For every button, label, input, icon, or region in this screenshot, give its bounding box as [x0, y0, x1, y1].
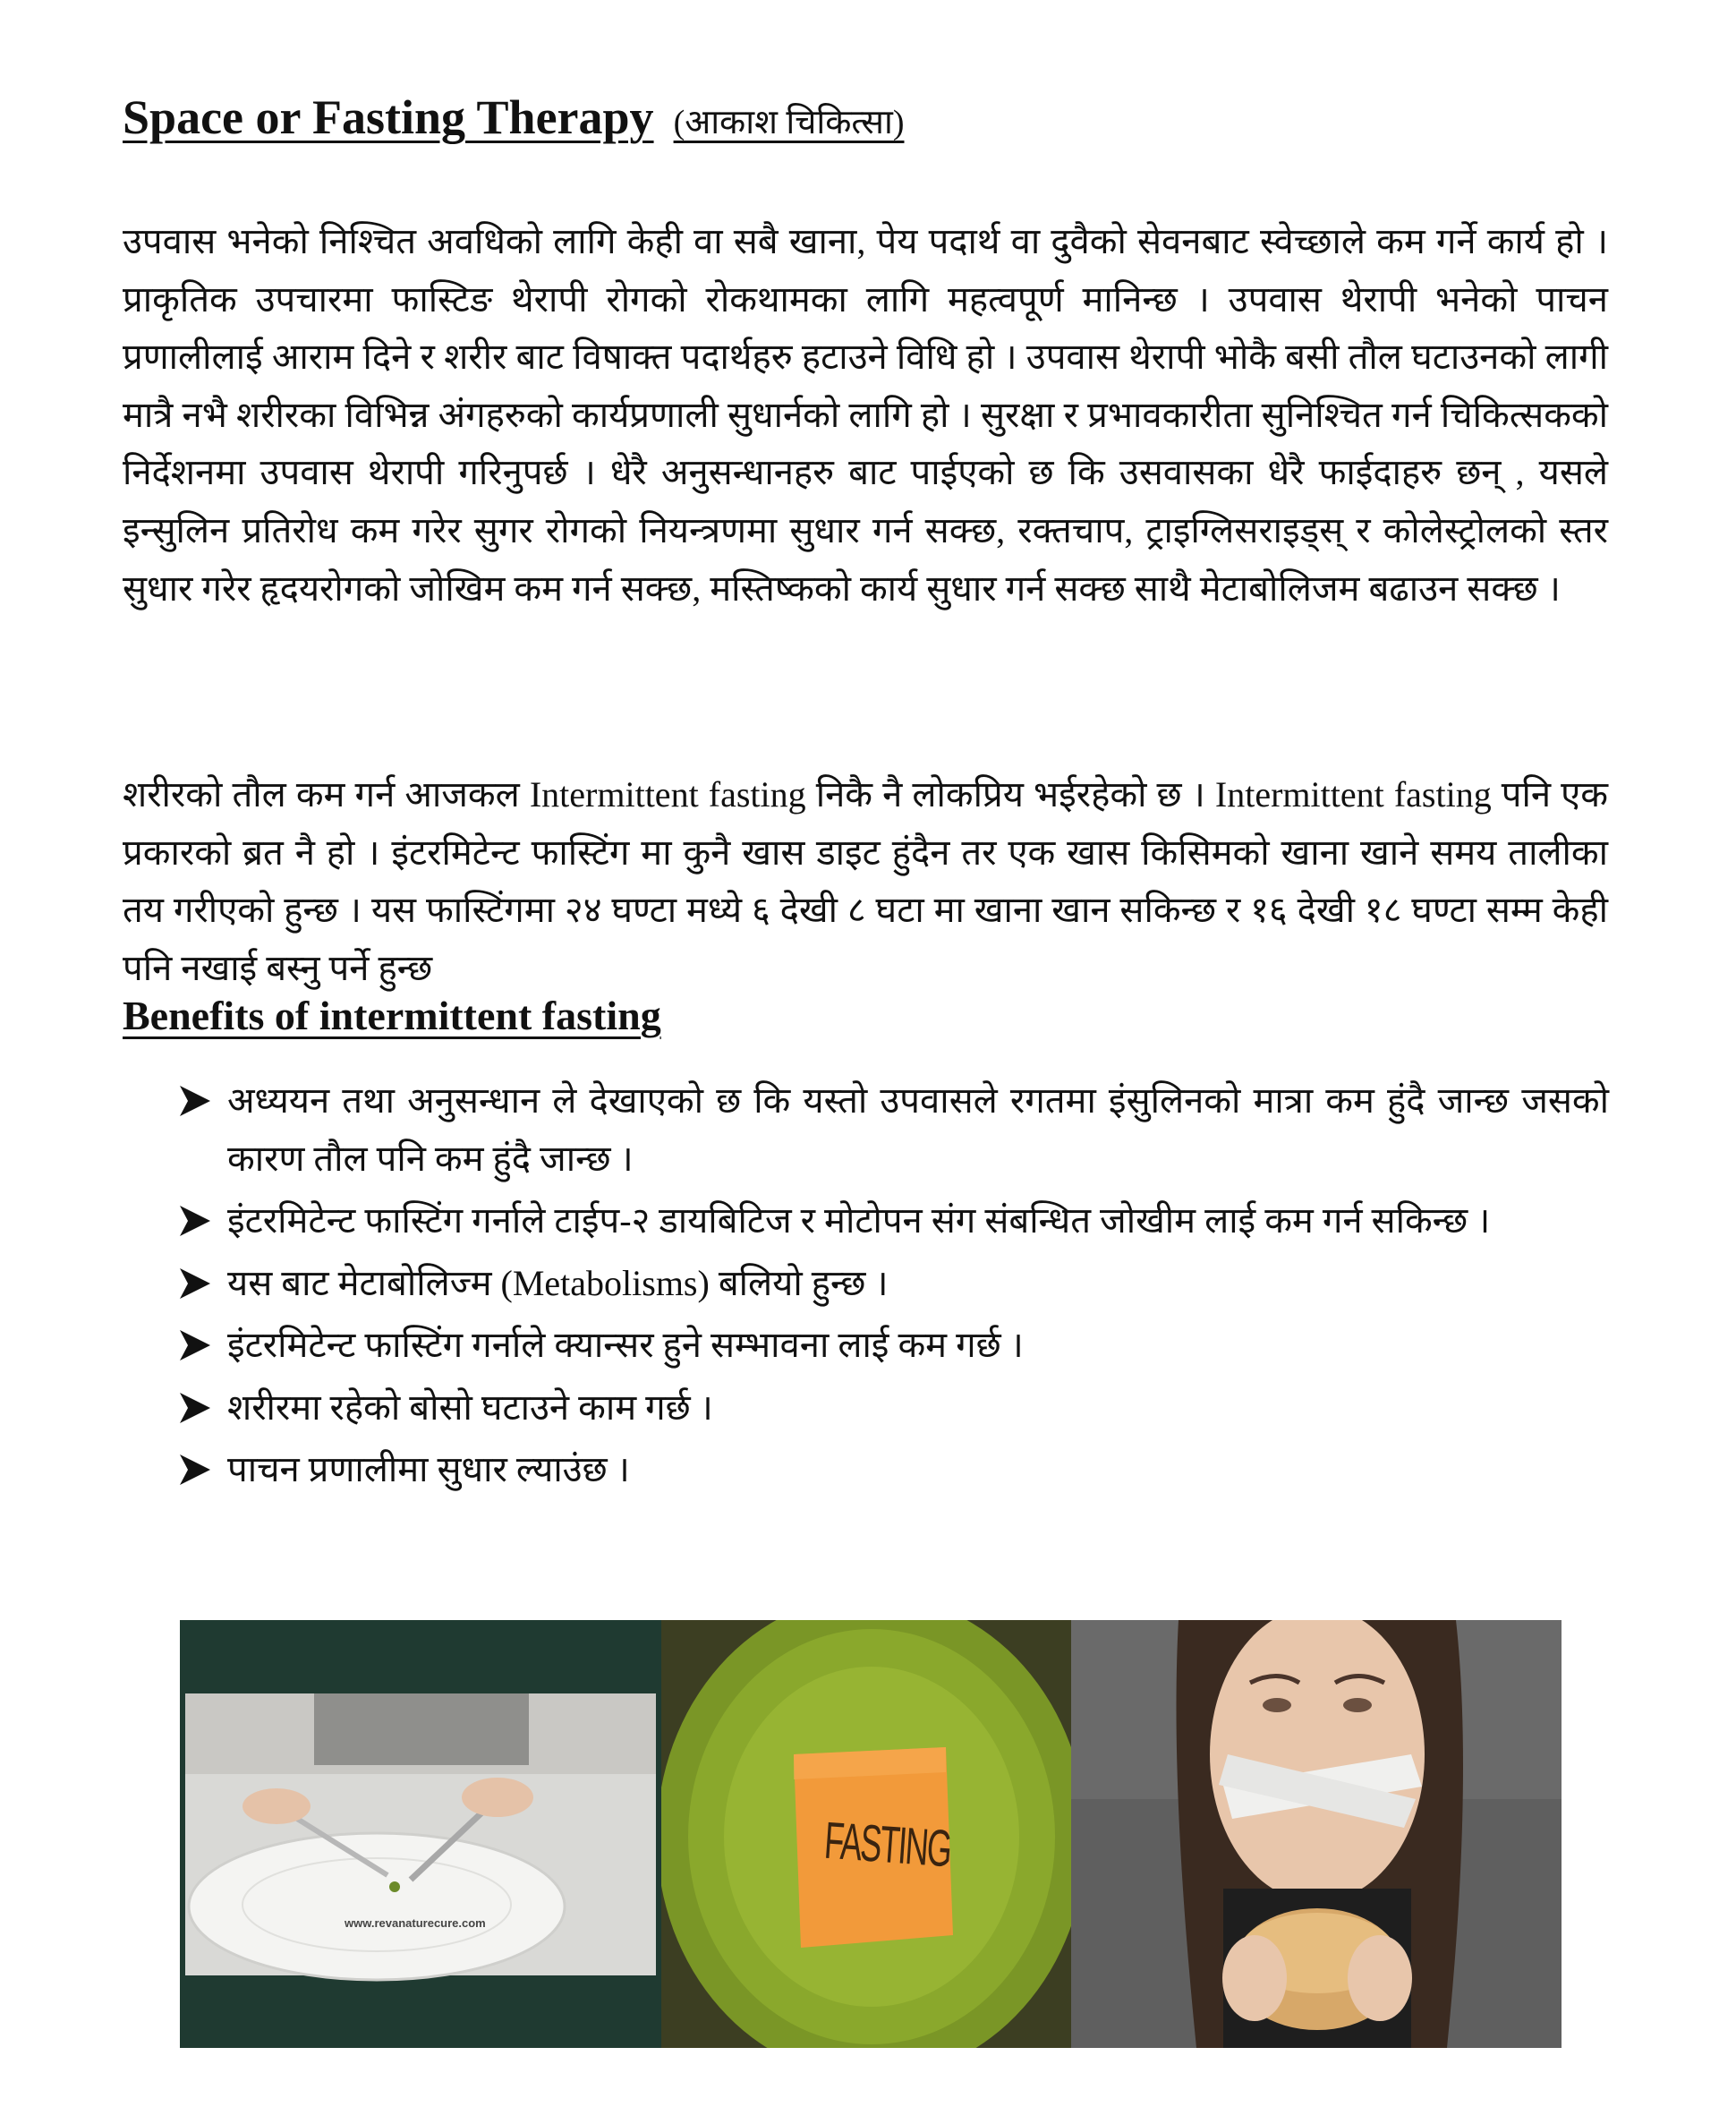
image-watermark: www.revanaturecure.com	[345, 1916, 486, 1930]
arrow-bullet-icon	[177, 1390, 213, 1426]
list-item	[177, 1192, 1609, 1250]
paragraph-intermittent-fasting: शरीरको तौल कम गर्न आजकल Intermittent fasting निकै नै लोकप्रिय भईरहेको छ । Intermittent fasting पनि एक प्रकारको ब्रत नै हो । इंटरमिटेन्ट फास्टिंग मा कुनै खास डाइट हुंदैन तर एक खास किसिमको खाना खाने समय तालीका तय गरीएको हुन्छ । यस फास्टिंगमा २४ घण्टा मध्ये ६ देखी ८ घटा मा खाना खान सकिन्छ र १६ देखी १८ घण्टा सम्म केही पनि नखाई बस्नु पर्ने हुन्छ	[123, 774, 1608, 988]
arrow-bullet-icon	[177, 1452, 213, 1488]
empty-plate-photo	[180, 1620, 661, 2048]
taped-mouth-illustration	[1071, 1620, 1562, 2048]
list-item	[177, 1255, 1609, 1313]
arrow-bullet-icon	[177, 1083, 213, 1119]
arrow-bullet-icon	[177, 1203, 213, 1239]
fasting-note-text: FASTING	[822, 1811, 953, 1879]
empty-plate-illustration	[180, 1620, 661, 2048]
benefit-text: इंटरमिटेन्ट फास्टिंग गर्नाले क्यान्सर हुने सम्भावना लाई कम गर्छ ।	[227, 1325, 1024, 1365]
list-item	[177, 1441, 1609, 1499]
benefit-text: शरीरमा रहेको बोसो घटाउने काम गर्छ ।	[227, 1386, 713, 1428]
benefit-text: यस बाट मेटाबोलिज्म (Metabolisms) बलियो हुन्छ ।	[227, 1262, 889, 1303]
taped-mouth-photo	[1071, 1620, 1562, 2048]
benefits-list	[177, 1072, 1609, 1504]
arrow-bullet-icon	[177, 1266, 213, 1301]
list-item	[177, 1072, 1609, 1188]
fasting-image-banner	[180, 1620, 1562, 2048]
list-item	[177, 1317, 1609, 1375]
benefit-text: अध्ययन तथा अनुसन्धान ले देखाएको छ कि यस्तो उपवासले रगतमा इंसुलिनको मात्रा कम हुंदै जान्छ जसको कारण तौल पनि कम हुंदै जान्छ ।	[227, 1080, 1609, 1179]
green-plate-photo	[661, 1620, 1071, 2048]
benefit-text: पाचन प्रणालीमा सुधार ल्याउंछ ।	[227, 1449, 630, 1489]
page-title-subtitle: (आकाश चिकित्सा)	[673, 104, 905, 141]
title-line	[123, 90, 1608, 161]
benefit-text: इंटरमिटेन्ट फास्टिंग गर्नाले टाईप-२ डायबिटिज र मोटोपन संग संबन्धित जोखीम लाई कम गर्न सकिन्छ ।	[227, 1200, 1491, 1241]
benefits-heading: Benefits of intermittent fasting	[123, 993, 661, 1038]
paragraph-intro: उपवास भनेको निश्चित अवधिको लागि केही वा सबै खाना, पेय पदार्थ वा दुवैको सेवनबाट स्वेच्छाले कम गर्ने कार्य हो । प्राकृतिक उपचारमा फास्टिङ थेरापी रोगको रोकथामका लागि महत्वपूर्ण मानिन्छ । उपवास थेरापी भनेको पाचन प्रणालीलाई आराम दिने र शरीर बाट विषाक्त पदार्थहरु हटाउने विधि हो । उपवास थेरापी भोकै बसी तौल घटाउनको लागी मात्रै नभै शरीरका विभिन्न अंगहरुको कार्यप्रणाली सुधार्नको लागि हो । सुरक्षा र प्रभावकारीता सुनिश्चित गर्न चिकित्सकको निर्देशनमा उपवास थेरापी गरिनुपर्छ । धेरै अनुसन्धानहरु बाट पाईएको छ कि उसवासका धेरै फाईदाहरु छन् , यसले इन्सुलिन प्रतिरोध कम गरेर सुगर रोगको नियन्त्रणमा सुधार गर्न सक्छ, रक्तचाप, ट्राइग्लिसराइड्स् र कोलेस्ट्रोलको स्तर सुधार गरेर हृदयरोगको जोखिम कम गर्न सक्छ, मस्तिष्कको कार्य सुधार गर्न सक्छ साथै मेटाबोलिजम बढाउन सक्छ ।	[123, 221, 1608, 609]
list-item	[177, 1379, 1609, 1437]
arrow-bullet-icon	[177, 1327, 213, 1363]
page-title: Space or Fasting Therapy	[123, 90, 654, 144]
